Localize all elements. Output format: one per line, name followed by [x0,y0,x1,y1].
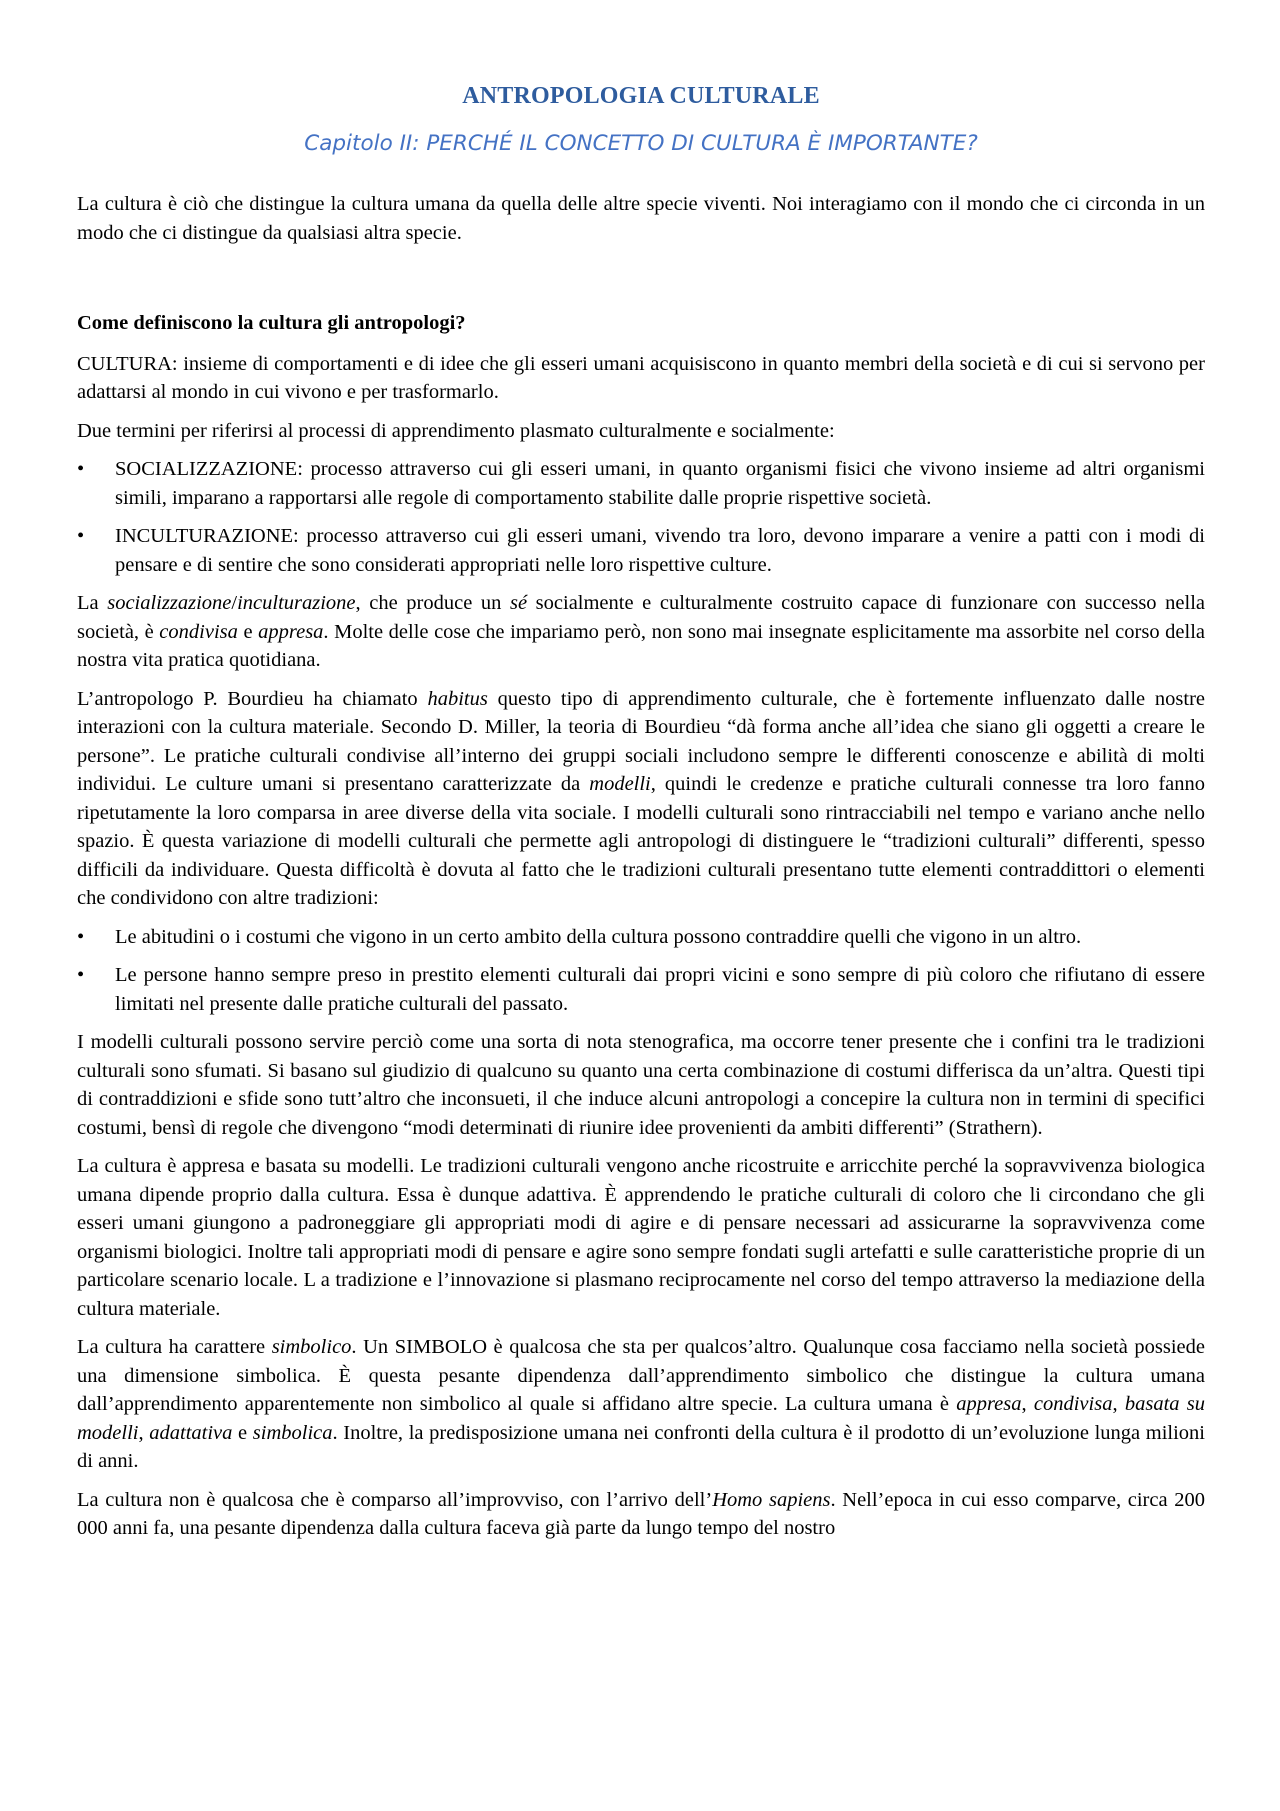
text-run: . Nell’epoca in cui esso comparve, circa 200 000 anni fa, una pesante dipendenza dalla cultura faceva già parte da lungo tempo del nostro [77,1488,1205,1539]
paragraph-bourdieu [77,685,1205,913]
bullet-icon: • [77,525,85,547]
text-run: questo tipo di apprendimento culturale, che è fortemente influenzato dalle nostre interazioni con la cultura materiale. Secondo D. Miller, la teoria di Bourdieu “dà forma anche all’idea che siano gli oggetti a creare le persone”. Le pratiche culturali condivise all’interno dei gruppi sociali includono sempre le differenti conoscenze e abilità di molti individui. Le culture umani si presentano caratterizzate da [77,687,1205,795]
italic-run: condivisa [1033,1393,1113,1415]
list-item-text: SOCIALIZZAZIONE: processo attraverso cui gli esseri umani, in quanto organismi fisici che vivono insieme ad altri organismi simili, imparano a rapportarsi alle regole di comportamento stabilite dalle proprie rispettive società. [115,458,1205,509]
paragraph-homo-sapiens [77,1486,1205,1543]
document-page [77,70,1205,1553]
text-run: e [237,620,259,643]
text-run: , [138,1421,150,1444]
italic-run: modelli [589,773,651,795]
paragraph-socializzazione [77,589,1205,675]
italic-run: condivisa [159,620,238,643]
paragraph-appresa: La cultura è appresa e basata su modelli. Le tradizioni culturali vengono anche ricostruite e arricchite perché la sopravvivenza biologica umana dipende proprio dalla cultura. Essa è dunque adattiva. È apprendendo le pratiche culturali di coloro che li circondano che gli esseri umani giungono a padroneggiare gli appropriati modi di agire e di pensare necessari ad assicurarne la sopravvivenza come organismi biologici. Inoltre tali appropriati modi di pensare e agire sono sempre fondati sugli artefatti e sulle caratteristiche proprie di un particolare scenario locale. L a tradizione e l’innovazione si plasmano reciprocamente nel corso del tempo attraverso la mediazione della cultura materiale. [77,1155,1205,1320]
text-run: , [1112,1393,1125,1415]
text-run: L’antropologo P. Bourdieu ha chiamato [77,687,428,710]
bullet-icon: • [77,458,85,480]
document-title: ANTROPOLOGIA CULTURALE [462,83,820,109]
section-heading: Come definiscono la cultura gli antropologi? [77,312,466,334]
list-item [77,923,1205,952]
bullet-list-traditions [77,923,1205,1019]
text-run: , quindi le credenze e pratiche culturali connesse tra loro fanno ripetutamente la loro comparsa in aree diverse della vita sociale. I modelli culturali sono rintracciabili nel tempo e variano anche nello spazio. È questa variazione di modelli culturali che permette agli antropologi di distinguere le “tradizioni culturali” differenti, spesso difficili da individuare. Questa difficoltà è dovuta al fatto che le tradizioni culturali presentano tutte elementi contraddittori o elementi che condividono con altre tradizioni: [77,773,1205,909]
bullet-list-processes [77,455,1205,579]
italic-run: Homo sapiens [712,1488,831,1511]
italic-run: inculturazione [237,592,356,614]
intro-paragraph: La cultura è ciò che distingue la cultura umana da quella delle altre specie viventi. Noi interagiamo con il mondo che ci circonda in un modo che ci distingue da qualsiasi altra specie. [77,193,1205,244]
text-run: La cultura ha carattere [77,1336,272,1358]
text-run: , che produce un [355,592,510,614]
list-item [77,455,1205,512]
list-item-text: Le abitudini o i costumi che vigono in un certo ambito della cultura possono contraddire quelli che vigono in un altro. [115,925,1082,948]
italic-run: socializzazione [107,592,232,614]
italic-run: appresa [956,1393,1022,1415]
list-item-text: Le persone hanno sempre preso in prestito elementi culturali dai propri vicini e sono sempre di più coloro che rifiutano di essere limitati nel presente dalle pratiche culturali del passato. [115,964,1205,1015]
chapter-subtitle: Capitolo II: PERCHÉ IL CONCETTO DI CULTURA È IMPORTANTE? [304,131,978,156]
bullet-icon: • [77,925,85,948]
text-run: e [232,1421,253,1444]
bullet-icon: • [77,964,85,986]
italic-run: sé [510,592,528,614]
text-run: La cultura non è qualcosa che è comparso all’improvviso, con l’arrivo dell’ [77,1488,713,1511]
italic-run: adattativa [149,1421,233,1444]
paragraph-due-termini: Due termini per riferirsi al processi di apprendimento plasmato culturalmente e socialmente: [77,419,835,442]
text-run: La [77,592,108,614]
list-item [77,522,1205,579]
text-run: . Inoltre, la predisposizione umana nei confronti della cultura è il prodotto di un’evoluzione lunga milioni di anni. [77,1421,1205,1472]
text-run: / [231,592,238,614]
paragraph-cultura-definition: CULTURA: insieme di comportamenti e di idee che gli esseri umani acquisiscono in quanto membri della società e di cui si servono per adattarsi al mondo in cui vivono e per trasformarlo. [77,352,1205,403]
list-item [77,961,1205,1018]
paragraph-modelli: I modelli culturali possono servire perciò come una sorta di nota stenografica, ma occorre tener presente che i confini tra le tradizioni culturali sono sfumati. Si basano sul giudizio di qualcuno su quanto una certa combinazione di costumi differisca da un’altra. Questi tipi di contraddizioni e sfide sono tutt’altro che inconsueti, il che induce alcuni antropologi a concepire la cultura non in termini di specifici costumi, bensì di regole che divengono “modi determinati di riunire idee provenienti da ambiti differenti” (Strathern). [77,1031,1205,1139]
paragraph-simbolico [77,1333,1205,1476]
italic-run: appresa [258,620,324,643]
italic-run: habitus [427,687,488,710]
text-run: . Un SIMBOLO è qualcosa che sta per qualcos’altro. Qualunque cosa facciamo nella società possiede una dimensione simbolica. È questa pesante dipendenza dall’apprendimento simbolico che distingue la cultura umana dall’apprendimento apparentemente non simbolico al quale si affidano altre specie. La cultura umana è [77,1336,1205,1415]
list-item-text: INCULTURAZIONE: processo attraverso cui gli esseri umani, vivendo tra loro, devono imparare a venire a patti con i modi di pensare e di sentire che sono considerati appropriati nelle loro rispettive culture. [115,525,1205,576]
text-run: socialmente e culturalmente costruito capace di funzionare con successo nella società, è [77,592,1205,643]
text-run: . Molte delle cose che impariamo però, non sono mai insegnate esplicitamente ma assorbite nel corso della nostra vita pratica quotidiana. [77,620,1205,671]
italic-run: simbolico [271,1336,352,1358]
italic-run: basata su modelli [77,1393,1205,1444]
italic-run: simbolica [252,1421,333,1444]
text-run: , [1021,1393,1034,1415]
